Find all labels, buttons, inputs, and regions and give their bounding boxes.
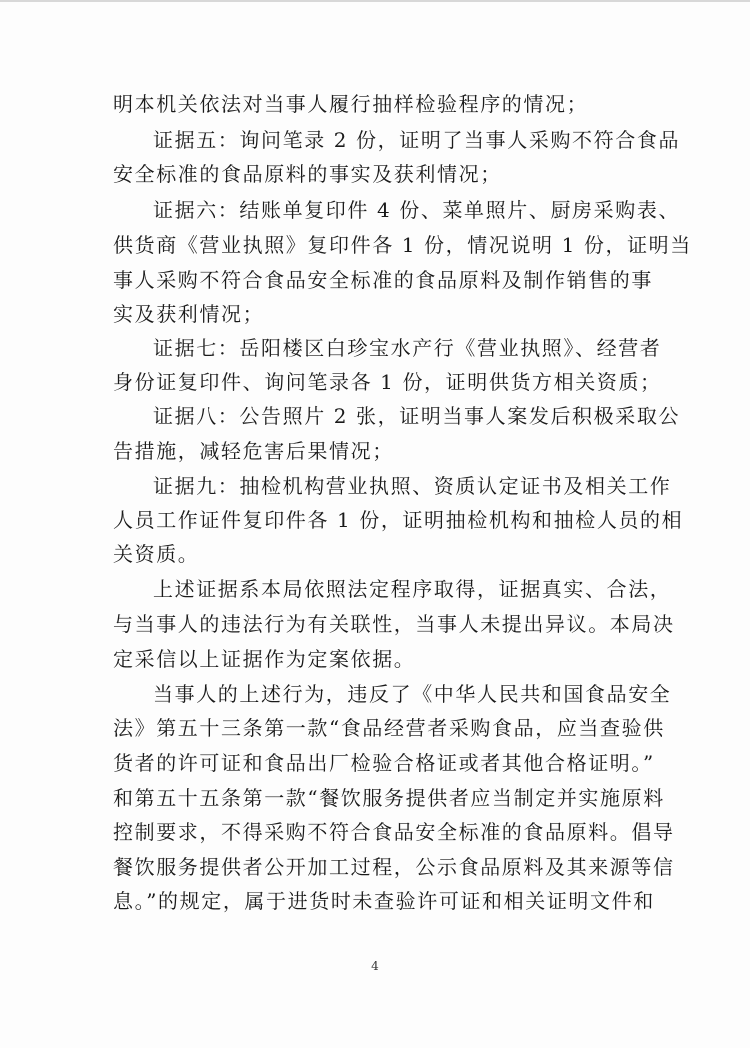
text-line-18: 当事人的上述行为，违反了《中华人民共和国食品安全 [153, 682, 672, 706]
text-line-16: 与当事人的违法行为有关联性，当事人未提出异议。本局决 [113, 612, 675, 636]
text-line-22: 控制要求，不得采购不符合食品安全标准的食品原料。倡导 [113, 820, 675, 844]
text-line-1: 明本机关依法对当事人履行抽样检验程序的情况； [113, 92, 589, 116]
page-number: 4 [371, 959, 379, 973]
text-line-4: 证据六：结账单复印件 4 份、菜单照片、厨房采购表、 [153, 198, 681, 222]
text-line-17: 定采信以上证据作为定案依据。 [113, 647, 416, 671]
text-line-13: 人员工作证件复印件各 1 份，证明抽检机构和抽检人员的相 [113, 508, 684, 532]
text-line-6: 事人采购不符合食品安全标准的食品原料及制作销售的事 [113, 268, 653, 292]
text-line-9: 身份证复印件、询问笔录各 1 份，证明供货方相关资质； [113, 370, 662, 394]
text-line-19: 法》第五十三条第一款“食品经营者采购食品，应当查验供 [113, 716, 665, 740]
text-line-7: 实及获利情况； [113, 302, 265, 326]
text-line-14: 关资质。 [113, 542, 200, 566]
text-line-20: 货者的许可证和食品出厂检验合格证或者其他合格证明。” [113, 751, 655, 775]
text-line-24: 息。”的规定，属于进货时未查验许可证和相关证明文件和 [113, 889, 655, 913]
page-top-edge [0, 0, 750, 2]
text-line-15: 上述证据系本局依照法定程序取得，证据真实、合法， [153, 577, 672, 601]
text-line-11: 告措施，减轻危害后果情况； [113, 439, 394, 463]
text-line-10: 证据八：公告照片 2 张，证明当事人案发后积极采取公 [153, 404, 681, 428]
text-line-23: 餐饮服务提供者公开加工过程，公示食品原料及其来源等信 [113, 855, 675, 879]
text-line-12: 证据九：抽检机构营业执照、资质认定证书及相关工作 [153, 474, 672, 498]
text-line-3: 安全标准的食品原料的事实及获利情况； [113, 162, 502, 186]
text-line-8: 证据七：岳阳楼区白珍宝水产行《营业执照》、经营者 [153, 336, 662, 360]
text-line-5: 供货商《营业执照》复印件各 1 份，情况说明 1 份，证明当 [113, 233, 692, 257]
text-line-2: 证据五：询问笔录 2 份，证明了当事人采购不符合食品 [153, 128, 681, 152]
text-line-21: 和第五十五条第一款“餐饮服务提供者应当制定并实施原料 [113, 786, 665, 810]
